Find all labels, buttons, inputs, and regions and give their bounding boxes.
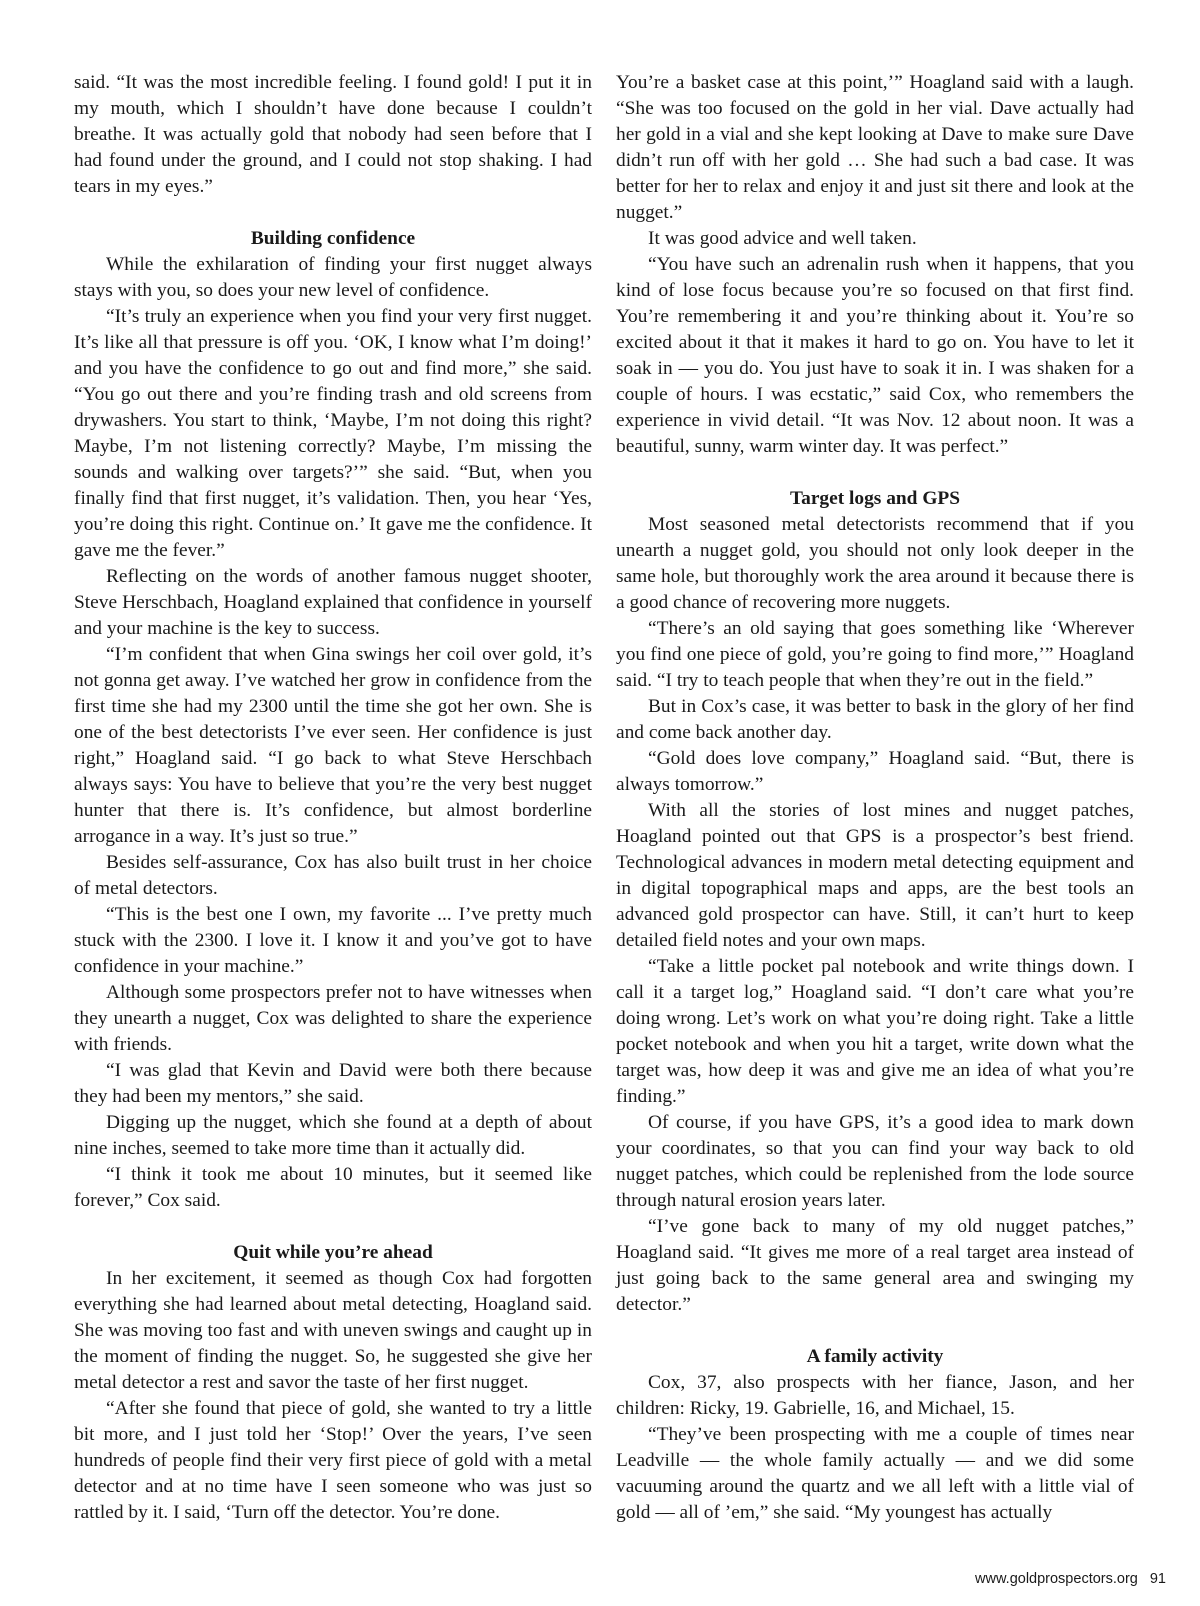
paragraph: “It’s truly an experience when you find your very first nugget. It’s like all that pressure is off you. ‘OK, I know what I’m doing!’ and you have the confidence to go out and find more,” she said. “You go out there and you’re finding trash and old screens from drywashers. You start to think, ‘Maybe, I’m not doing this right? Maybe, I’m not listening correctly? Maybe, I’m missing the sounds and walking over targets?’” she said. “But, when you finally find that first nugget, it’s validation. Then, you hear ‘Yes, you’re doing this right. Continue on.’ It gave me the confidence. It gave me the fever.” <box>74 306 592 561</box>
section-heading-building-confidence: Building confidence <box>250 228 416 249</box>
paragraph: In her excitement, it seemed as though Cox had forgotten everything she had learned about metal detecting, Hoagland said. She was moving too fast and with uneven swings and caught up in the moment of finding the nugget. So, he suggested she give her metal detector a rest and savor the taste of her first nugget. <box>74 1268 592 1393</box>
paragraph: It was good advice and well taken. <box>648 228 917 249</box>
paragraph: Of course, if you have GPS, it’s a good idea to mark down your coordinates, so that you can find your way back to old nugget patches, which could be replenished from the lode source through natural erosion years later. <box>616 1112 1134 1211</box>
left-column <box>74 70 592 1526</box>
paragraph: “After she found that piece of gold, she wanted to try a little bit more, and I just told her ‘Stop!’ Over the years, I’ve seen hundreds of people find their very first piece of gold with a metal detector and at no time have I seen someone who was just so rattled by it. I said, ‘Turn off the detector. You’re done. <box>74 1398 592 1523</box>
right-column <box>616 70 1134 1526</box>
paragraph: “There’s an old saying that goes something like ‘Wherever you find one piece of gold, you’re going to find more,’” Hoagland said. “I try to teach people that when they’re out in the field.” <box>616 618 1134 691</box>
paragraph: Cox, 37, also prospects with her fiance, Jason, and her children: Ricky, 19. Gabrielle, 16, and Michael, 15. <box>616 1372 1134 1419</box>
paragraph: Most seasoned metal detectorists recommend that if you unearth a nugget gold, you should not only look deeper in the same hole, but thoroughly work the area around it because there is a good chance of recovering more nuggets. <box>616 514 1134 613</box>
paragraph: “I was glad that Kevin and David were both there because they had been my mentors,” she said. <box>74 1060 592 1107</box>
section-heading-target-logs-gps: Target logs and GPS <box>789 488 961 509</box>
page-footer <box>975 1571 1166 1587</box>
page-number: 91 <box>1149 1571 1166 1587</box>
paragraph: “I’ve gone back to many of my old nugget patches,” Hoagland said. “It gives me more of a real target area instead of just going back to the same general area and swinging my detector.” <box>616 1216 1134 1315</box>
paragraph: But in Cox’s case, it was better to bask in the glory of her find and come back another day. <box>616 696 1134 743</box>
paragraph: “I’m confident that when Gina swings her coil over gold, it’s not gonna get away. I’ve watched her grow in confidence from the first time she had my 2300 until the time she got her own. She is one of the best detectorists I’ve ever seen. Her confidence is just right,” Hoagland said. “I go back to what Steve Herschbach always says: You have to believe that you’re the very best nugget hunter that there is. It’s confidence, but almost borderline arrogance in a way. It’s just so true.” <box>74 644 592 847</box>
paragraph: “This is the best one I own, my favorite ... I’ve pretty much stuck with the 2300. I love it. I know it and you’ve got to have confidence in your machine.” <box>74 904 592 977</box>
paragraph: “I think it took me about 10 minutes, but it seemed like forever,” Cox said. <box>74 1164 592 1211</box>
paragraph: Digging up the nugget, which she found at a depth of about nine inches, seemed to take more time than it actually did. <box>74 1112 592 1159</box>
footer-url: www.goldprospectors.org <box>975 1571 1138 1587</box>
paragraph: “They’ve been prospecting with me a couple of times near Leadville — the whole family actually — and we did some vacuuming around the quartz and we all left with a little vial of gold — all of ’em,” she said. “My youngest has actually <box>616 1424 1134 1523</box>
paragraph: said. “It was the most incredible feeling. I found gold! I put it in my mouth, which I shouldn’t have done because I couldn’t breathe. It was actually gold that nobody had seen before that I had found under the ground, and I could not stop shaking. I had tears in my eyes.” <box>74 72 592 197</box>
section-heading-family-activity: A family activity <box>806 1346 944 1367</box>
paragraph: “Take a little pocket pal notebook and write things down. I call it a target log,” Hoagland said. “I don’t care what you’re doing wrong. Let’s work on what you’re doing right. Take a little pocket notebook and when you hit a target, write down what the target was, how deep it was and give me an idea of what you’re finding.” <box>616 956 1134 1107</box>
paragraph: Although some prospectors prefer not to have witnesses when they unearth a nugget, Cox was delighted to share the experience with friends. <box>74 982 592 1055</box>
paragraph: “Gold does love company,” Hoagland said. “But, there is always tomorrow.” <box>616 748 1134 795</box>
paragraph: You’re a basket case at this point,’” Hoagland said with a laugh. “She was too focused on the gold in her vial. Dave actually had her gold in a vial and she kept looking at Dave to make sure Dave didn’t run off with her gold … She had such a bad case. It was better for her to relax and enjoy it and just sit there and look at the nugget.” <box>616 72 1134 223</box>
paragraph: Besides self-assurance, Cox has also built trust in her choice of metal detectors. <box>74 852 592 899</box>
paragraph: “You have such an adrenalin rush when it happens, that you kind of lose focus because you’re so focused on that first find. You’re remembering it and you’re thinking about it. You’re so excited about it that it makes it hard to go on. You have to let it soak in — you do. You just have to soak it in. I was shaken for a couple of hours. I was ecstatic,” said Cox, who remembers the experience in vivid detail. “It was Nov. 12 about noon. It was a beautiful, sunny, warm winter day. It was perfect.” <box>616 254 1134 457</box>
paragraph: While the exhilaration of finding your first nugget always stays with you, so does your new level of confidence. <box>74 254 592 301</box>
paragraph: Reflecting on the words of another famous nugget shooter, Steve Herschbach, Hoagland explained that confidence in yourself and your machine is the key to success. <box>74 566 592 639</box>
paragraph: With all the stories of lost mines and nugget patches, Hoagland pointed out that GPS is a prospector’s best friend. Technological advances in modern metal detecting equipment and in digital topographical maps and apps, are the best tools an advanced gold prospector can have. Still, it can’t hurt to keep detailed field notes and your own maps. <box>616 800 1134 951</box>
section-heading-quit-while-ahead: Quit while you’re ahead <box>233 1242 433 1263</box>
